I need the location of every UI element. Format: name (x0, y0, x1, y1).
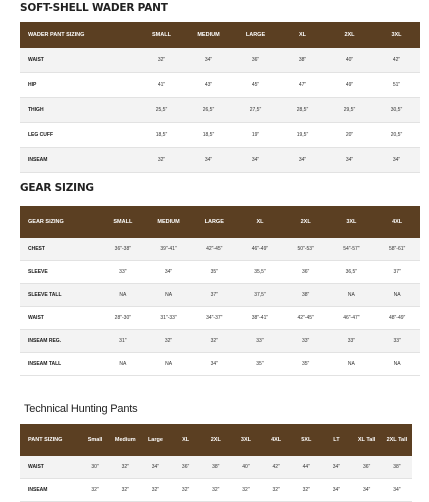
table-cell: NA (329, 353, 375, 376)
table-cell: 46"-47" (329, 307, 375, 330)
table-cell: 32" (146, 330, 192, 353)
table-cell: 46"-49" (237, 238, 283, 261)
size-header: 4XL (261, 424, 291, 456)
header-label: PANT SIZING (20, 424, 80, 456)
table-cell: 28,5" (279, 98, 326, 123)
row-label: WAIST (20, 456, 80, 479)
table-cell: 38" (382, 456, 412, 479)
table-cell: 54"-57" (329, 238, 375, 261)
table-cell: 20" (326, 123, 373, 148)
wader-size-table (20, 22, 420, 173)
table-cell: 30,5" (373, 98, 420, 123)
row-label: LEG CUFF (20, 123, 138, 148)
row-label: SLEEVE (20, 261, 100, 284)
table-cell: 34" (185, 148, 232, 173)
table-cell: 35" (237, 353, 283, 376)
table-cell: 32" (138, 48, 185, 73)
row-label: INSEAM REG. (20, 330, 100, 353)
header-row (20, 206, 420, 238)
gear-size-table (20, 206, 420, 376)
table-cell: 37,5" (237, 284, 283, 307)
table-cell: 39"-41" (146, 238, 192, 261)
table-cell: 36,5" (329, 261, 375, 284)
table-cell: 32" (201, 479, 231, 502)
table-cell: 47" (279, 73, 326, 98)
table-cell: 31"-33" (146, 307, 192, 330)
table-cell: 37" (191, 284, 237, 307)
table-cell: NA (329, 284, 375, 307)
table-cell: 32" (191, 330, 237, 353)
table-cell: 29,5" (326, 98, 373, 123)
table-cell: 32" (80, 479, 110, 502)
size-header: LARGE (191, 206, 237, 238)
table-cell: 44" (291, 456, 321, 479)
table-cell: 40" (231, 456, 261, 479)
table-cell: 32" (138, 148, 185, 173)
size-header: 2XL (201, 424, 231, 456)
table-cell: 32" (231, 479, 261, 502)
table-cell: NA (146, 353, 192, 376)
table-row (20, 98, 420, 123)
table-row (20, 284, 420, 307)
header-row (20, 424, 412, 456)
table-cell: 51" (373, 73, 420, 98)
table-cell: 49" (326, 73, 373, 98)
table-cell: 18,5" (185, 123, 232, 148)
wader-title: SOFT-SHELL WADER PANT (20, 2, 168, 14)
table-cell: NA (374, 353, 420, 376)
size-header: SMALL (100, 206, 146, 238)
table-cell: 19,5" (279, 123, 326, 148)
table-cell: 43" (185, 73, 232, 98)
table-cell: 48"-49" (374, 307, 420, 330)
table-cell: 36"-38" (100, 238, 146, 261)
size-header: Large (140, 424, 170, 456)
hunting-title: Technical Hunting Pants (24, 403, 138, 415)
table-cell: 18,5" (138, 123, 185, 148)
size-header: SMALL (138, 22, 185, 48)
table-cell: 32" (110, 479, 140, 502)
table-row (20, 238, 420, 261)
size-header: XL (279, 22, 326, 48)
table-cell: 34" (232, 148, 279, 173)
table-cell: 28"-30" (100, 307, 146, 330)
table-row (20, 353, 420, 376)
table-cell: 41" (138, 73, 185, 98)
row-label: CHEST (20, 238, 100, 261)
table-cell: 34" (146, 261, 192, 284)
size-header: Medium (110, 424, 140, 456)
table-row (20, 330, 420, 353)
size-header: MEDIUM (146, 206, 192, 238)
table-cell: 34" (352, 479, 382, 502)
table-cell: 36" (283, 261, 329, 284)
table-cell: 35" (283, 353, 329, 376)
size-header: 2XL (326, 22, 373, 48)
table-cell: 33" (283, 330, 329, 353)
gear-title: GEAR SIZING (20, 182, 94, 194)
table-cell: 32" (110, 456, 140, 479)
size-header: 4XL (374, 206, 420, 238)
table-cell: 34" (185, 48, 232, 73)
table-cell: 35,5" (237, 261, 283, 284)
table-cell: 38"-41" (237, 307, 283, 330)
size-header: 3XL (231, 424, 261, 456)
table-cell: NA (374, 284, 420, 307)
size-header: 2XL Tall (382, 424, 412, 456)
size-header: LT (321, 424, 351, 456)
row-label: INSEAM (20, 479, 80, 502)
hunting-size-table (20, 424, 412, 502)
row-label: HIP (20, 73, 138, 98)
row-label: SLEEVE TALL (20, 284, 100, 307)
header-label: GEAR SIZING (20, 206, 100, 238)
table-cell: 38" (201, 456, 231, 479)
table-cell: 34" (382, 479, 412, 502)
table-cell: 38" (283, 284, 329, 307)
table-cell: 42" (373, 48, 420, 73)
table-cell: 26,5" (185, 98, 232, 123)
table-cell: NA (100, 284, 146, 307)
row-label: INSEAM TALL (20, 353, 100, 376)
table-cell: 36" (232, 48, 279, 73)
table-row (20, 148, 420, 173)
size-header: XL Tall (352, 424, 382, 456)
table-row (20, 456, 412, 479)
table-cell: 34" (326, 148, 373, 173)
table-cell: 33" (100, 261, 146, 284)
table-cell: 32" (171, 479, 201, 502)
table-row (20, 73, 420, 98)
table-row (20, 479, 412, 502)
table-cell: 27,5" (232, 98, 279, 123)
table-cell: 42" (261, 456, 291, 479)
table-cell: 32" (291, 479, 321, 502)
table-cell: 34" (279, 148, 326, 173)
table-cell: 42"-45" (283, 307, 329, 330)
table-cell: 36" (352, 456, 382, 479)
table-cell: 32" (261, 479, 291, 502)
row-label: THIGH (20, 98, 138, 123)
row-label: WAIST (20, 48, 138, 73)
table-cell: 20,5" (373, 123, 420, 148)
table-row (20, 48, 420, 73)
table-cell: 42"-45" (191, 238, 237, 261)
table-cell: 34"-37" (191, 307, 237, 330)
table-cell: 34" (321, 479, 351, 502)
table-cell: 34" (321, 456, 351, 479)
table-cell: 31" (100, 330, 146, 353)
size-header: Small (80, 424, 110, 456)
table-cell: 33" (374, 330, 420, 353)
table-cell: 30" (80, 456, 110, 479)
table-cell: 34" (191, 353, 237, 376)
table-row (20, 261, 420, 284)
table-cell: 33" (329, 330, 375, 353)
table-cell: 19" (232, 123, 279, 148)
table-cell: 40" (326, 48, 373, 73)
table-cell: 45" (232, 73, 279, 98)
table-cell: 37" (374, 261, 420, 284)
size-header: XL (171, 424, 201, 456)
table-cell: 50"-53" (283, 238, 329, 261)
size-header: LARGE (232, 22, 279, 48)
size-header: 5XL (291, 424, 321, 456)
table-cell: 58"-61" (374, 238, 420, 261)
header-row (20, 22, 420, 48)
table-row (20, 307, 420, 330)
table-cell: 35" (191, 261, 237, 284)
table-cell: NA (100, 353, 146, 376)
table-cell: 34" (140, 456, 170, 479)
table-cell: 33" (237, 330, 283, 353)
table-cell: 32" (140, 479, 170, 502)
table-row (20, 123, 420, 148)
size-header: 3XL (329, 206, 375, 238)
size-header: 3XL (373, 22, 420, 48)
size-header: MEDIUM (185, 22, 232, 48)
table-cell: 36" (171, 456, 201, 479)
table-cell: 25,5" (138, 98, 185, 123)
table-cell: 38" (279, 48, 326, 73)
row-label: INSEAM (20, 148, 138, 173)
table-cell: NA (146, 284, 192, 307)
size-header: 2XL (283, 206, 329, 238)
size-header: XL (237, 206, 283, 238)
table-cell: 34" (373, 148, 420, 173)
header-label: WADER PANT SIZING (20, 22, 138, 48)
row-label: WAIST (20, 307, 100, 330)
